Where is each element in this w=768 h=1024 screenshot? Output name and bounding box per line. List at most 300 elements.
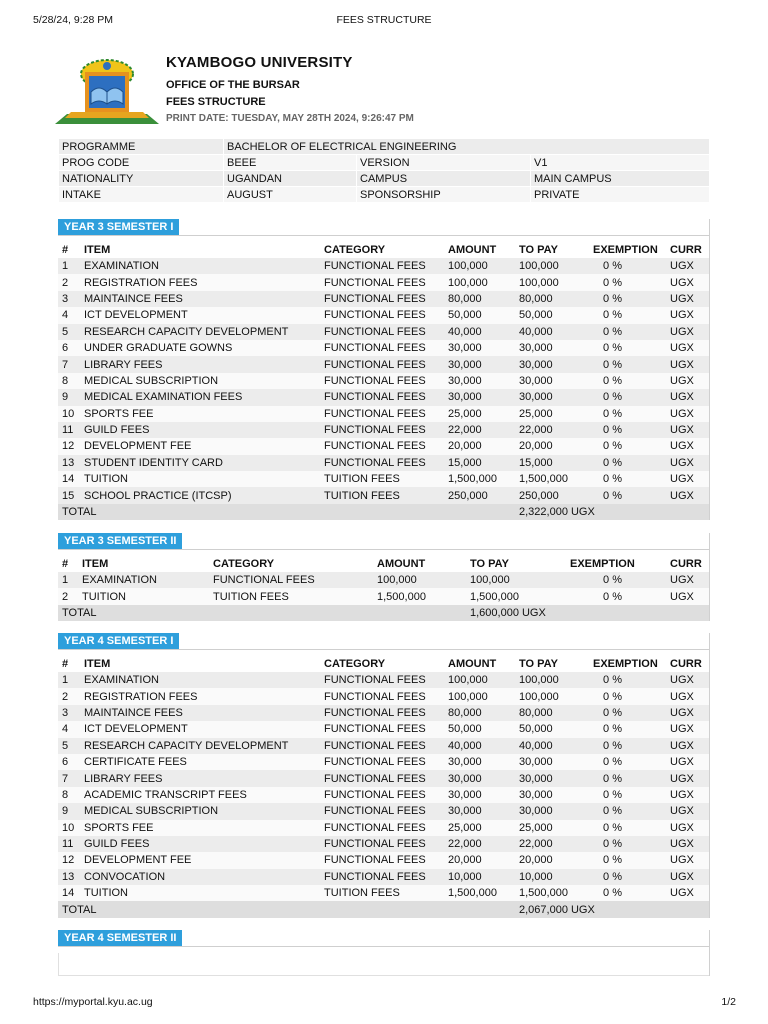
cell-exemption: 0 %: [589, 471, 666, 487]
col-item: ITEM: [84, 658, 111, 670]
cell-amount: 50,000: [444, 721, 515, 737]
col-category: CATEGORY: [324, 244, 386, 256]
cell-exemption: 0 %: [589, 770, 666, 786]
cell-item: EXAMINATION: [78, 572, 209, 588]
cell-curr: UGX: [666, 836, 709, 852]
table-row: [58, 803, 709, 819]
university-name: KYAMBOGO UNIVERSITY: [166, 54, 353, 71]
cell-amount: 20,000: [444, 852, 515, 868]
col-num: #: [62, 244, 69, 256]
university-logo: [55, 52, 159, 126]
cell-exemption: 0 %: [589, 406, 666, 422]
cell-exemption: 0 %: [566, 572, 666, 588]
cell-num: 2: [58, 588, 78, 604]
cell-to-pay: 1,500,000: [515, 471, 589, 487]
cell-curr: UGX: [666, 258, 709, 274]
cell-item: SPORTS FEE: [80, 820, 320, 836]
cell-num: 7: [58, 770, 80, 786]
version-label: VERSION: [357, 155, 531, 171]
cell-curr: UGX: [666, 572, 709, 588]
cell-exemption: 0 %: [589, 307, 666, 323]
prog-code-value: BEEE: [224, 155, 357, 171]
cell-item: GUILD FEES: [80, 422, 320, 438]
prog-code-label: PROG CODE: [59, 155, 224, 171]
cell-num: 8: [58, 787, 80, 803]
cell-num: 2: [58, 688, 80, 704]
table-row: [58, 572, 709, 588]
cell-curr: UGX: [666, 291, 709, 307]
cell-item: MAINTAINCE FEES: [80, 291, 320, 307]
cell-amount: 100,000: [444, 672, 515, 688]
section-body-empty: [58, 953, 709, 976]
cell-category: FUNCTIONAL FEES: [320, 274, 444, 290]
cell-category: FUNCTIONAL FEES: [320, 389, 444, 405]
cell-to-pay: 1,500,000: [515, 885, 589, 901]
col-item: ITEM: [82, 558, 109, 570]
total-label: TOTAL: [58, 901, 515, 917]
cell-to-pay: 30,000: [515, 770, 589, 786]
cell-exemption: 0 %: [589, 389, 666, 405]
document-title: FEES STRUCTURE: [166, 96, 266, 108]
cell-num: 13: [58, 455, 80, 471]
table-row: [58, 422, 709, 438]
cell-exemption: 0 %: [589, 836, 666, 852]
col-amount: AMOUNT: [448, 244, 497, 256]
col-item: ITEM: [84, 244, 111, 256]
cell-curr: UGX: [666, 373, 709, 389]
cell-amount: 22,000: [444, 836, 515, 852]
table-row: [58, 869, 709, 885]
cell-to-pay: 100,000: [515, 688, 589, 704]
print-page-number: 1/2: [721, 996, 736, 1008]
cell-to-pay: 50,000: [515, 307, 589, 323]
col-curr: CURR: [670, 558, 702, 570]
cell-curr: UGX: [666, 754, 709, 770]
cell-to-pay: 40,000: [515, 738, 589, 754]
nationality-label: NATIONALITY: [59, 171, 224, 187]
cell-curr: UGX: [666, 455, 709, 471]
cell-amount: 100,000: [444, 274, 515, 290]
cell-category: FUNCTIONAL FEES: [320, 438, 444, 454]
cell-to-pay: 30,000: [515, 803, 589, 819]
cell-exemption: 0 %: [589, 324, 666, 340]
cell-num: 15: [58, 487, 80, 503]
office-name: OFFICE OF THE BURSAR: [166, 79, 300, 91]
cell-exemption: 0 %: [589, 455, 666, 471]
cell-amount: 30,000: [444, 803, 515, 819]
cell-curr: UGX: [666, 869, 709, 885]
cell-category: FUNCTIONAL FEES: [320, 852, 444, 868]
cell-category: FUNCTIONAL FEES: [320, 455, 444, 471]
table-row: [58, 820, 709, 836]
cell-amount: 30,000: [444, 754, 515, 770]
cell-num: 6: [58, 754, 80, 770]
cell-num: 10: [58, 406, 80, 422]
col-to-pay: TO PAY: [519, 658, 558, 670]
cell-num: 4: [58, 307, 80, 323]
intake-value: AUGUST: [224, 187, 357, 203]
cell-item: CERTIFICATE FEES: [80, 754, 320, 770]
cell-exemption: 0 %: [589, 820, 666, 836]
table-row: [58, 738, 709, 754]
section-title: YEAR 3 SEMESTER I: [58, 219, 179, 235]
cell-num: 8: [58, 373, 80, 389]
table-row: [58, 438, 709, 454]
cell-exemption: 0 %: [589, 438, 666, 454]
table-row: [58, 721, 709, 737]
table-row: [58, 705, 709, 721]
cell-curr: UGX: [666, 406, 709, 422]
cell-to-pay: 25,000: [515, 820, 589, 836]
sponsorship-value: PRIVATE: [531, 187, 710, 203]
table-row: [58, 373, 709, 389]
table-row: [58, 588, 709, 604]
cell-category: FUNCTIONAL FEES: [320, 754, 444, 770]
table-row: [58, 852, 709, 868]
cell-category: FUNCTIONAL FEES: [320, 721, 444, 737]
cell-category: FUNCTIONAL FEES: [320, 787, 444, 803]
cell-num: 11: [58, 836, 80, 852]
table-row: [58, 770, 709, 786]
col-exemption: EXEMPTION: [593, 658, 658, 670]
col-exemption: EXEMPTION: [593, 244, 658, 256]
col-num: #: [62, 658, 69, 670]
cell-item: EXAMINATION: [80, 258, 320, 274]
total-row: [58, 605, 709, 621]
table-row: [58, 885, 709, 901]
section-year4-semester1: [58, 633, 710, 918]
cell-curr: UGX: [666, 770, 709, 786]
table-header-row: [58, 656, 709, 672]
col-curr: CURR: [670, 244, 702, 256]
cell-curr: UGX: [666, 738, 709, 754]
print-date: PRINT DATE: TUESDAY, MAY 28TH 2024, 9:26:47 PM: [166, 113, 414, 124]
cell-amount: 30,000: [444, 373, 515, 389]
cell-curr: UGX: [666, 588, 709, 604]
cell-to-pay: 10,000: [515, 869, 589, 885]
cell-num: 12: [58, 438, 80, 454]
table-row: [58, 787, 709, 803]
cell-exemption: 0 %: [589, 672, 666, 688]
cell-category: FUNCTIONAL FEES: [320, 422, 444, 438]
cell-curr: UGX: [666, 688, 709, 704]
total-value: 1,600,000 UGX: [466, 605, 709, 621]
cell-amount: 30,000: [444, 356, 515, 372]
cell-num: 14: [58, 885, 80, 901]
cell-curr: UGX: [666, 672, 709, 688]
col-category: CATEGORY: [324, 658, 386, 670]
cell-num: 11: [58, 422, 80, 438]
cell-item: LIBRARY FEES: [80, 356, 320, 372]
cell-num: 13: [58, 869, 80, 885]
cell-curr: UGX: [666, 307, 709, 323]
programme-value: BACHELOR OF ELECTRICAL ENGINEERING: [224, 139, 710, 155]
cell-to-pay: 30,000: [515, 787, 589, 803]
table-header-row: [58, 556, 709, 572]
fees-table: [58, 656, 709, 918]
cell-exemption: 0 %: [589, 688, 666, 704]
table-row: [58, 471, 709, 487]
cell-exemption: 0 %: [589, 356, 666, 372]
cell-item: MAINTAINCE FEES: [80, 705, 320, 721]
cell-to-pay: 20,000: [515, 852, 589, 868]
table-row: [58, 356, 709, 372]
cell-amount: 30,000: [444, 389, 515, 405]
cell-amount: 80,000: [444, 705, 515, 721]
cell-category: FUNCTIONAL FEES: [320, 688, 444, 704]
cell-item: EXAMINATION: [80, 672, 320, 688]
total-label: TOTAL: [58, 504, 515, 520]
cell-to-pay: 100,000: [515, 274, 589, 290]
cell-to-pay: 1,500,000: [466, 588, 566, 604]
cell-exemption: 0 %: [589, 754, 666, 770]
cell-to-pay: 80,000: [515, 705, 589, 721]
cell-exemption: 0 %: [589, 487, 666, 503]
cell-to-pay: 30,000: [515, 340, 589, 356]
cell-exemption: 0 %: [589, 803, 666, 819]
cell-curr: UGX: [666, 274, 709, 290]
cell-amount: 100,000: [444, 688, 515, 704]
cell-exemption: 0 %: [589, 852, 666, 868]
cell-num: 2: [58, 274, 80, 290]
cell-exemption: 0 %: [589, 885, 666, 901]
cell-item: STUDENT IDENTITY CARD: [80, 455, 320, 471]
cell-category: FUNCTIONAL FEES: [320, 672, 444, 688]
cell-num: 4: [58, 721, 80, 737]
total-label: TOTAL: [58, 605, 466, 621]
cell-num: 1: [58, 258, 80, 274]
sponsorship-label: SPONSORSHIP: [357, 187, 531, 203]
cell-item: MEDICAL EXAMINATION FEES: [80, 389, 320, 405]
fees-table-body: [58, 672, 709, 901]
cell-exemption: 0 %: [589, 869, 666, 885]
cell-amount: 1,500,000: [444, 471, 515, 487]
table-row: [58, 455, 709, 471]
table-row: [58, 688, 709, 704]
cell-to-pay: 250,000: [515, 487, 589, 503]
version-value: V1: [531, 155, 710, 171]
campus-label: CAMPUS: [357, 171, 531, 187]
cell-amount: 30,000: [444, 340, 515, 356]
fees-table: [58, 242, 709, 520]
cell-num: 10: [58, 820, 80, 836]
col-curr: CURR: [670, 658, 702, 670]
cell-category: TUITION FEES: [320, 487, 444, 503]
section-year3-semester1: [58, 219, 710, 520]
cell-amount: 10,000: [444, 869, 515, 885]
print-datetime: 5/28/24, 9:28 PM: [33, 14, 113, 26]
cell-category: FUNCTIONAL FEES: [320, 340, 444, 356]
cell-amount: 25,000: [444, 406, 515, 422]
cell-category: FUNCTIONAL FEES: [320, 738, 444, 754]
cell-num: 9: [58, 803, 80, 819]
table-row: [58, 672, 709, 688]
cell-to-pay: 100,000: [515, 258, 589, 274]
table-row: [58, 406, 709, 422]
cell-item: DEVELOPMENT FEE: [80, 852, 320, 868]
cell-to-pay: 15,000: [515, 455, 589, 471]
cell-curr: UGX: [666, 820, 709, 836]
cell-item: MEDICAL SUBSCRIPTION: [80, 803, 320, 819]
cell-amount: 20,000: [444, 438, 515, 454]
fees-table-body: [58, 258, 709, 504]
fees-table-body: [58, 572, 709, 605]
cell-category: TUITION FEES: [320, 471, 444, 487]
cell-to-pay: 30,000: [515, 356, 589, 372]
cell-item: UNDER GRADUATE GOWNS: [80, 340, 320, 356]
col-amount: AMOUNT: [377, 558, 426, 570]
cell-exemption: 0 %: [589, 738, 666, 754]
cell-category: FUNCTIONAL FEES: [320, 406, 444, 422]
cell-amount: 1,500,000: [373, 588, 466, 604]
cell-item: ICT DEVELOPMENT: [80, 307, 320, 323]
total-row: [58, 901, 709, 917]
cell-exemption: 0 %: [589, 422, 666, 438]
table-row: [58, 258, 709, 274]
cell-to-pay: 22,000: [515, 836, 589, 852]
table-row: [58, 324, 709, 340]
section-title: YEAR 4 SEMESTER I: [58, 633, 179, 649]
cell-to-pay: 100,000: [515, 672, 589, 688]
total-row: [58, 504, 709, 520]
cell-num: 6: [58, 340, 80, 356]
table-row: [58, 340, 709, 356]
table-row: [58, 307, 709, 323]
cell-item: TUITION: [80, 471, 320, 487]
cell-to-pay: 100,000: [466, 572, 566, 588]
cell-exemption: 0 %: [589, 705, 666, 721]
cell-to-pay: 30,000: [515, 373, 589, 389]
cell-curr: UGX: [666, 803, 709, 819]
programme-label: PROGRAMME: [59, 139, 224, 155]
cell-curr: UGX: [666, 356, 709, 372]
cell-curr: UGX: [666, 340, 709, 356]
col-to-pay: TO PAY: [470, 558, 509, 570]
cell-amount: 50,000: [444, 307, 515, 323]
cell-num: 1: [58, 672, 80, 688]
cell-item: SCHOOL PRACTICE (ITCSP): [80, 487, 320, 503]
info-row: [59, 139, 710, 155]
cell-exemption: 0 %: [589, 373, 666, 389]
cell-category: FUNCTIONAL FEES: [320, 258, 444, 274]
table-row: [58, 754, 709, 770]
cell-curr: UGX: [666, 471, 709, 487]
cell-num: 3: [58, 705, 80, 721]
print-header: [0, 14, 768, 30]
section-header: [58, 633, 709, 650]
table-row: [58, 274, 709, 290]
table-row: [58, 836, 709, 852]
col-to-pay: TO PAY: [519, 244, 558, 256]
cell-curr: UGX: [666, 721, 709, 737]
section-header: [58, 219, 709, 236]
total-value: 2,322,000 UGX: [515, 504, 709, 520]
print-tab-title: FEES STRUCTURE: [336, 14, 432, 26]
cell-curr: UGX: [666, 324, 709, 340]
cell-category: FUNCTIONAL FEES: [320, 307, 444, 323]
cell-to-pay: 22,000: [515, 422, 589, 438]
cell-amount: 40,000: [444, 324, 515, 340]
print-footer: [0, 996, 768, 1012]
cell-exemption: 0 %: [589, 274, 666, 290]
cell-curr: UGX: [666, 885, 709, 901]
cell-amount: 100,000: [444, 258, 515, 274]
cell-amount: 40,000: [444, 738, 515, 754]
cell-item: GUILD FEES: [80, 836, 320, 852]
cell-item: TUITION: [78, 588, 209, 604]
info-row: [59, 171, 710, 187]
cell-amount: 25,000: [444, 820, 515, 836]
total-value: 2,067,000 UGX: [515, 901, 709, 917]
cell-amount: 80,000: [444, 291, 515, 307]
cell-to-pay: 30,000: [515, 389, 589, 405]
cell-amount: 22,000: [444, 422, 515, 438]
cell-item: LIBRARY FEES: [80, 770, 320, 786]
cell-num: 1: [58, 572, 78, 588]
cell-item: DEVELOPMENT FEE: [80, 438, 320, 454]
col-category: CATEGORY: [213, 558, 275, 570]
cell-amount: 1,500,000: [444, 885, 515, 901]
section-year4-semester2: [58, 930, 710, 976]
cell-category: FUNCTIONAL FEES: [320, 803, 444, 819]
cell-category: FUNCTIONAL FEES: [320, 291, 444, 307]
cell-curr: UGX: [666, 852, 709, 868]
cell-category: FUNCTIONAL FEES: [320, 869, 444, 885]
section-title: YEAR 3 SEMESTER II: [58, 533, 182, 549]
cell-to-pay: 20,000: [515, 438, 589, 454]
fees-table: [58, 556, 709, 621]
col-num: #: [62, 558, 69, 570]
cell-amount: 30,000: [444, 787, 515, 803]
cell-item: TUITION: [80, 885, 320, 901]
cell-item: RESEARCH CAPACITY DEVELOPMENT: [80, 324, 320, 340]
cell-curr: UGX: [666, 438, 709, 454]
cell-item: RESEARCH CAPACITY DEVELOPMENT: [80, 738, 320, 754]
section-header: [58, 930, 709, 947]
cell-to-pay: 40,000: [515, 324, 589, 340]
table-row: [58, 487, 709, 503]
cell-num: 5: [58, 324, 80, 340]
cell-item: CONVOCATION: [80, 869, 320, 885]
intake-label: INTAKE: [59, 187, 224, 203]
cell-curr: UGX: [666, 422, 709, 438]
campus-value: MAIN CAMPUS: [531, 171, 710, 187]
cell-num: 7: [58, 356, 80, 372]
section-year3-semester2: [58, 533, 710, 621]
cell-category: FUNCTIONAL FEES: [320, 836, 444, 852]
cell-exemption: 0 %: [566, 588, 666, 604]
cell-to-pay: 30,000: [515, 754, 589, 770]
nationality-value: UGANDAN: [224, 171, 357, 187]
table-row: [58, 389, 709, 405]
cell-category: TUITION FEES: [320, 885, 444, 901]
cell-amount: 15,000: [444, 455, 515, 471]
cell-item: ACADEMIC TRANSCRIPT FEES: [80, 787, 320, 803]
cell-item: MEDICAL SUBSCRIPTION: [80, 373, 320, 389]
cell-exemption: 0 %: [589, 291, 666, 307]
cell-num: 14: [58, 471, 80, 487]
cell-amount: 100,000: [373, 572, 466, 588]
cell-exemption: 0 %: [589, 787, 666, 803]
cell-to-pay: 50,000: [515, 721, 589, 737]
cell-curr: UGX: [666, 705, 709, 721]
cell-amount: 30,000: [444, 770, 515, 786]
info-row: [59, 155, 710, 171]
cell-num: 3: [58, 291, 80, 307]
cell-exemption: 0 %: [589, 721, 666, 737]
table-row: [58, 291, 709, 307]
cell-to-pay: 80,000: [515, 291, 589, 307]
